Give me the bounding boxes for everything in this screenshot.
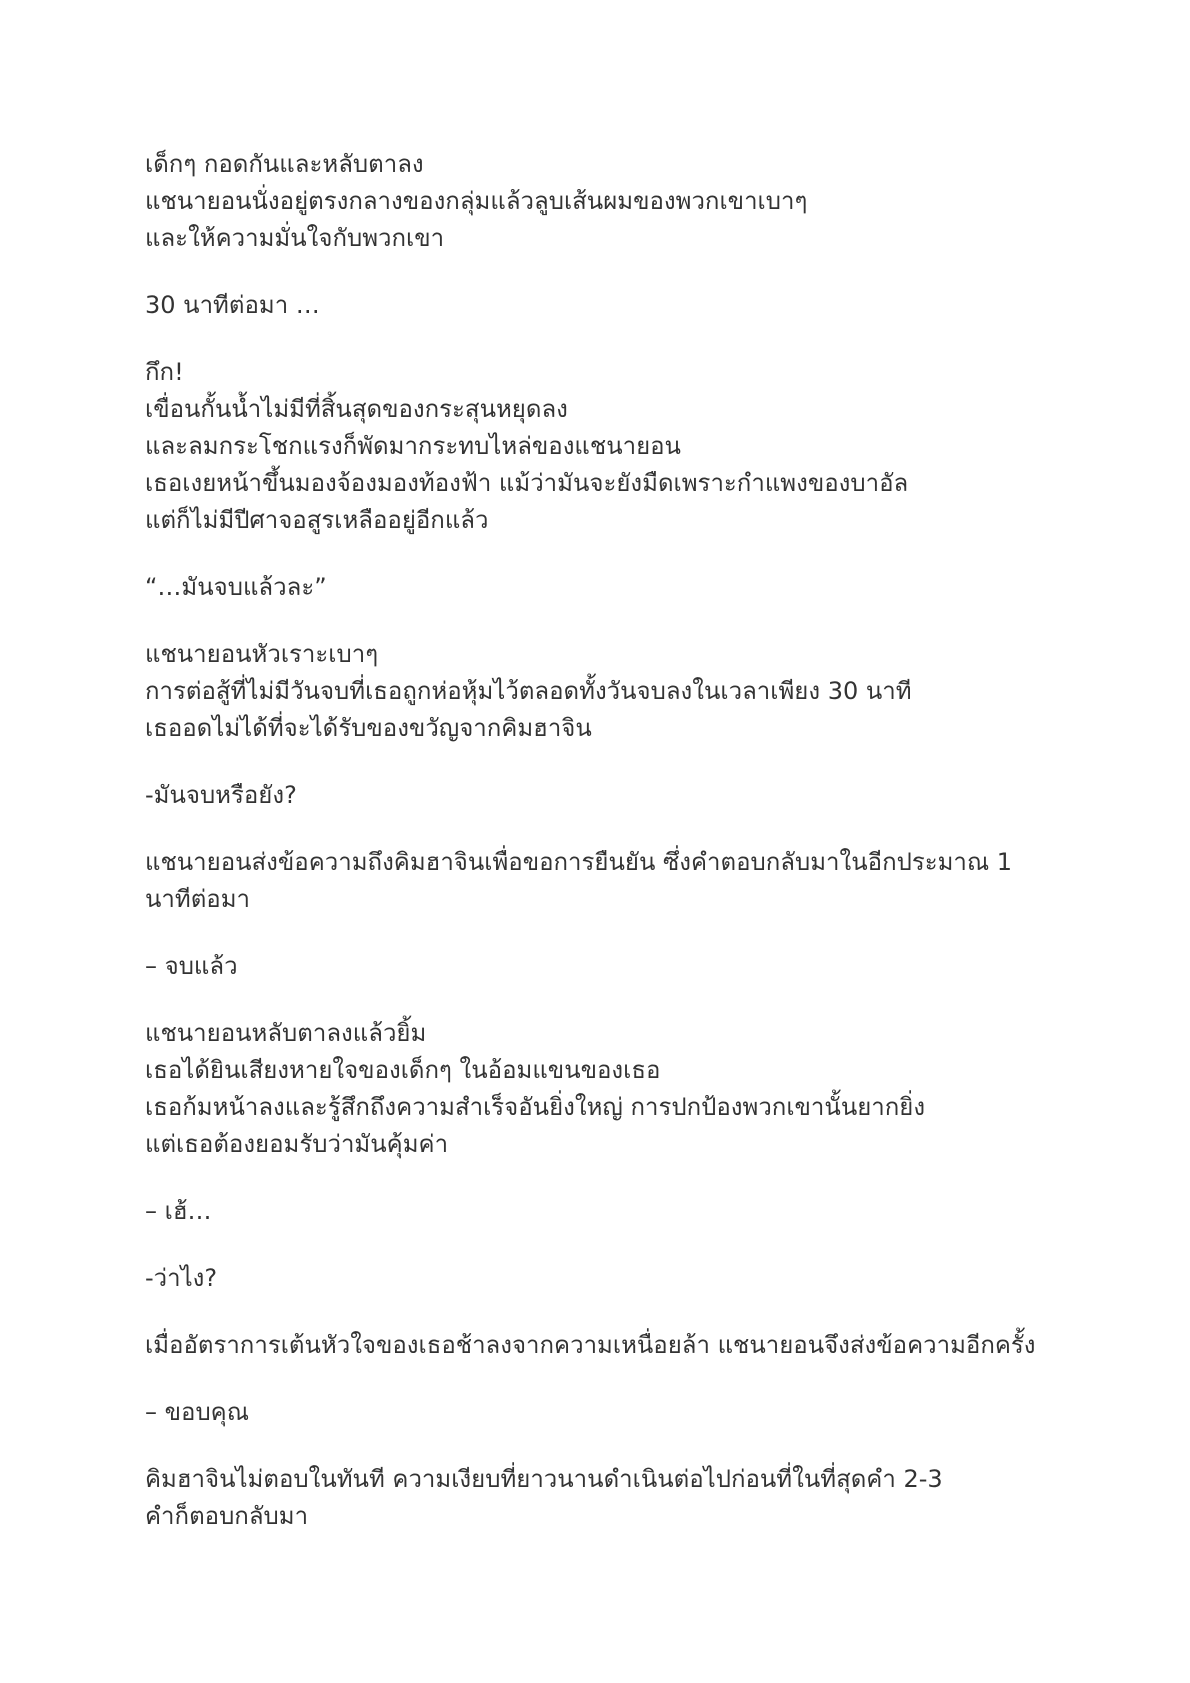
paragraph xyxy=(145,354,1045,539)
paragraph xyxy=(145,636,1045,747)
text-line: 30 นาทีต่อมา … xyxy=(145,291,320,319)
text-line: เด็กๆ กอดกันและหลับตาลง xyxy=(145,150,424,178)
text-line: และลมกระโชกแรงก็พัดมากระทบไหล่ของแชนายอน xyxy=(145,432,681,460)
paragraph xyxy=(145,1394,1045,1431)
paragraph xyxy=(145,1461,1045,1535)
text-line: – จบแล้ว xyxy=(145,952,238,980)
text-line: เธออดไม่ได้ที่จะได้รับของขวัญจากคิมฮาจิน xyxy=(145,714,592,742)
text-line: เธอเงยหน้าขึ้นมองจ้องมองท้องฟ้า แม้ว่ามันจะยังมืดเพราะกำแพงของบาอัล xyxy=(145,469,909,497)
text-line: เขื่อนกั้นน้ำไม่มีที่สิ้นสุดของกระสุนหยุดลง xyxy=(145,395,568,423)
paragraph xyxy=(145,287,1045,324)
text-line: แชนายอนนั่งอยู่ตรงกลางของกลุ่มแล้วลูบเส้นผมของพวกเขาเบาๆ xyxy=(145,187,808,215)
paragraph xyxy=(145,146,1045,257)
paragraph xyxy=(145,948,1045,985)
paragraph xyxy=(145,844,1045,918)
text-line: เธอได้ยินเสียงหายใจของเด็กๆ ในอ้อมแขนของเธอ xyxy=(145,1056,661,1084)
text-line: แชนายอนหัวเราะเบาๆ xyxy=(145,640,379,668)
text-line: แชนายอนส่งข้อความถึงคิมฮาจินเพื่อขอการยืนยัน ซึ่งคำตอบกลับมาในอีกประมาณ 1 xyxy=(145,848,1013,876)
text-line: เมื่ออัตราการเต้นหัวใจของเธอช้าลงจากความเหนื่อยล้า แชนายอนจึงส่งข้อความอีกครั้ง xyxy=(145,1331,1036,1359)
paragraph xyxy=(145,1327,1045,1364)
text-line: แต่เธอต้องยอมรับว่ามันคุ้มค่า xyxy=(145,1130,449,1158)
text-line: – เฮ้… xyxy=(145,1197,212,1225)
text-line: คิมฮาจินไม่ตอบในทันที ความเงียบที่ยาวนานดำเนินต่อไปก่อนที่ในที่สุดคำ 2-3 xyxy=(145,1465,943,1493)
paragraph xyxy=(145,777,1045,814)
text-line: การต่อสู้ที่ไม่มีวันจบที่เธอถูกห่อหุ้มไว้ตลอดทั้งวันจบลงในเวลาเพียง 30 นาที xyxy=(145,677,912,705)
paragraph xyxy=(145,1260,1045,1297)
text-line: แชนายอนหลับตาลงแล้วยิ้ม xyxy=(145,1019,427,1047)
document-body xyxy=(145,146,1045,1565)
paragraph xyxy=(145,1015,1045,1163)
text-line: -ว่าไง? xyxy=(145,1264,218,1292)
text-line: “…มันจบแล้วละ” xyxy=(145,573,327,601)
text-line: เธอก้มหน้าลงและรู้สึกถึงความสำเร็จอันยิ่งใหญ่ การปกป้องพวกเขานั้นยากยิ่ง xyxy=(145,1093,926,1121)
text-line: กึก! xyxy=(145,358,184,386)
text-line: -มันจบหรือยัง? xyxy=(145,781,297,809)
text-line: นาทีต่อมา xyxy=(145,885,250,913)
text-line: – ขอบคุณ xyxy=(145,1398,250,1426)
text-line: และให้ความมั่นใจกับพวกเขา xyxy=(145,224,445,252)
paragraph xyxy=(145,569,1045,606)
paragraph xyxy=(145,1193,1045,1230)
text-line: แต่ก็ไม่มีปีศาจอสูรเหลืออยู่อีกแล้ว xyxy=(145,506,489,534)
text-line: คำก็ตอบกลับมา xyxy=(145,1502,309,1530)
